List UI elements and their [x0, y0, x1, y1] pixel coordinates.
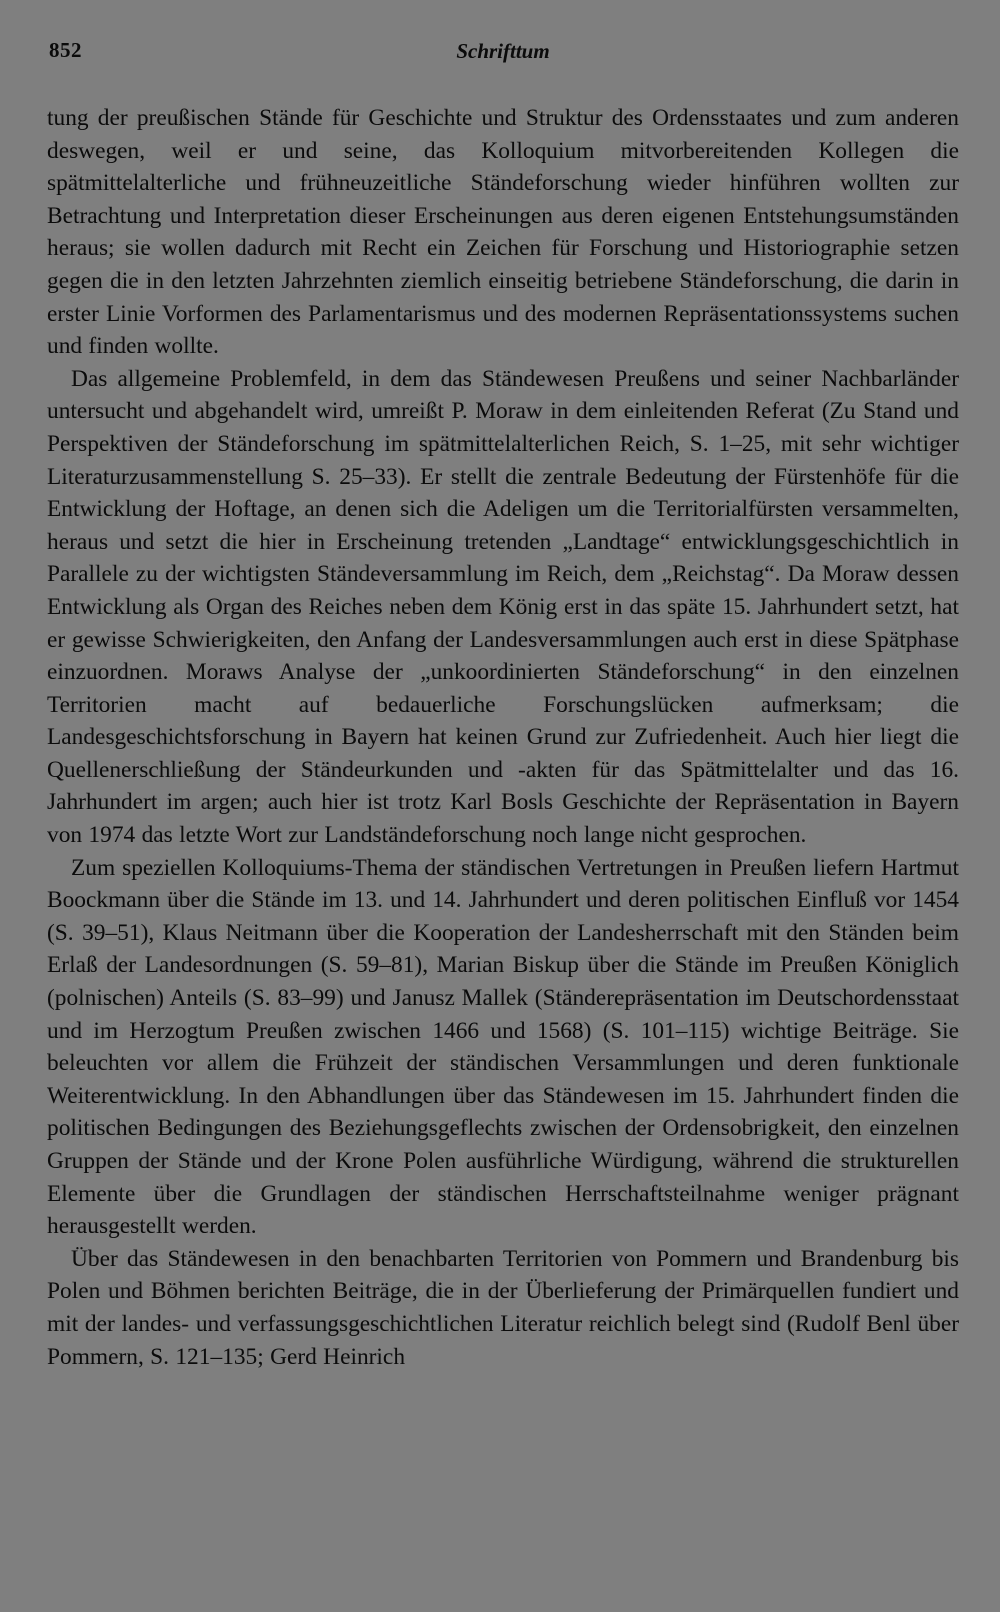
paragraph-3: Zum speziellen Kolloquiums-Thema der ständischen Vertretungen in Preußen liefern Hartmut Boockmann über die Stände im 13. und 14. Jahrhundert und deren politischen Einfluß vor 1454 (S. 39–51), Klaus Neitmann über die Kooperation der Landesherrschaft mit den Ständen beim Erlaß der Landesordnungen (S. 59–81), Marian Biskup über die Stände im Preußen Königlich (polnischen) Anteils (S. 83–99) und Janusz Mallek (Ständerepräsentation im Deutschordensstaat und im Herzogtum Preußen zwischen 1466 und 1568) (S. 101–115) wichtige Beiträge. Sie beleuchten vor allem die Frühzeit der ständischen Versammlungen und deren funktionale Weiterentwicklung. In den Abhandlungen über das Ständewesen im 15. Jahrhundert finden die politischen Bedingungen des Beziehungsgeflechts zwischen der Ordensobrigkeit, den einzelnen Gruppen der Stände und der Krone Polen ausführliche Würdigung, während die strukturellen Elemente über die Grundlagen der ständischen Herrschaftsteilnahme weniger prägnant herausgestellt werden.	[47, 854, 959, 1240]
paragraph-2: Das allgemeine Problemfeld, in dem das Ständewesen Preußens und seiner Nachbarländer untersucht und abgehandelt wird, umreißt P. Moraw in dem einleitenden Referat (Zu Stand und Perspektiven der Ständeforschung im spätmittelalterlichen Reich, S. 1–25, mit sehr wichtiger Literaturzusammenstellung S. 25–33). Er stellt die zentrale Bedeutung der Fürstenhöfe für die Entwicklung der Hoftage, an denen sich die Adeligen um die Territorialfürsten versammelten, heraus und setzt die hier in Erscheinung tretenden „Landtage“ entwicklungsgeschichtlich in Parallele zu der wichtigsten Ständeversammlung im Reich, dem „Reichstag“. Da Moraw dessen Entwicklung als Organ des Reiches neben dem König erst in das späte 15. Jahrhundert setzt, hat er gewisse Schwierigkeiten, den Anfang der Landesversammlungen auch erst in diese Spätphase einzuordnen. Moraws Analyse der „unkoordinierten Ständeforschung“ in den einzelnen Territorien macht auf bedauerliche Forschungslücken aufmerksam; die Landesgeschichtsforschung in Bayern hat keinen Grund zur Zufriedenheit. Auch hier liegt die Quellenerschließung der Ständeurkunden und -akten für das Spätmittelalter und das 16. Jahrhundert im argen; auch hier ist trotz Karl Bosls Geschichte der Repräsentation in Bayern von 1974 das letzte Wort zur Landständeforschung noch lange nicht gesprochen.	[47, 365, 959, 849]
page-number: 852	[49, 38, 82, 62]
running-title: Schrifttum	[456, 39, 550, 63]
book-page	[47, 32, 959, 1592]
paragraph-4: Über das Ständewesen in den benachbarten Territorien von Pommern und Brandenburg bis Polen und Böhmen berichten Beiträge, die in der Überlieferung der Primärquellen fundiert und mit der landes- und verfassungsgeschichtlichen Literatur reichlich belegt sind (Rudolf Benl über Pommern, S. 121–135; Gerd Heinrich	[47, 1245, 959, 1370]
body-text	[47, 102, 959, 1373]
page-header	[47, 32, 959, 76]
paragraph-1: tung der preußischen Stände für Geschichte und Struktur des Ordensstaates und zum anderen deswegen, weil er und seine, das Kolloquium mitvorbereitenden Kollegen die spätmittelalterliche und frühneuzeitliche Ständeforschung wieder hinführen wollten zur Betrachtung und Interpretation dieser Erscheinungen aus deren eigenen Entstehungsumständen heraus; sie wollen dadurch mit Recht ein Zeichen für Forschung und Historiographie setzen gegen die in den letzten Jahrzehnten ziemlich einseitig betriebene Ständeforschung, die darin in erster Linie Vorformen des Parlamentarismus und des modernen Repräsentationssystems suchen und finden wollte.	[47, 105, 959, 360]
